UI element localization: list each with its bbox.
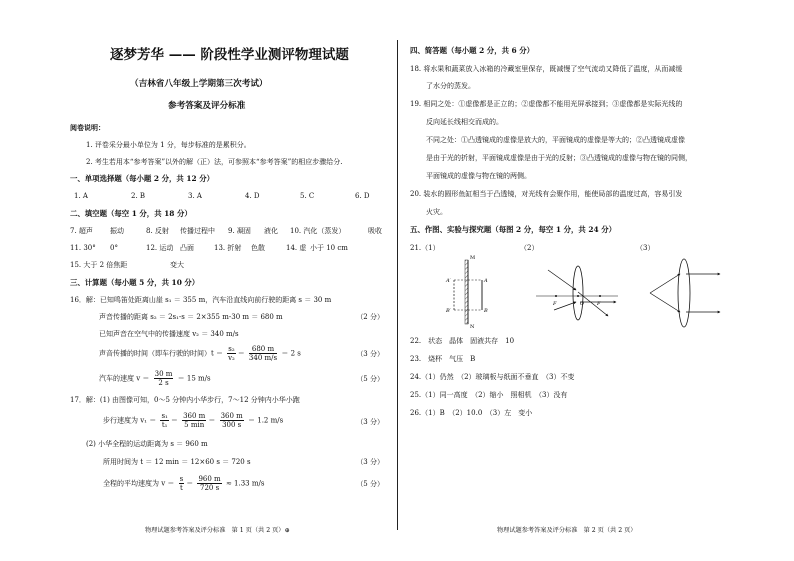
section-3-title: 三、计算题（每小题 5 分，共 10 分）	[70, 278, 200, 287]
notes-title: 阅卷说明：	[70, 123, 105, 132]
q17-line4: 所用时间为 t ＝ 12 min ＝ 12×60 s ＝ 720 s	[103, 458, 251, 466]
fill-15b: 变大	[170, 261, 184, 269]
q16-time-result: ＝ 2 s	[281, 349, 301, 358]
q17-points-2: （3 分）	[356, 458, 384, 466]
q20-line2: 火灾。	[426, 208, 447, 216]
q17-line3: (2) 小华全程的运动距离为 s ＝ 960 m	[86, 440, 208, 448]
label-a-prime: A′	[446, 278, 451, 284]
answer-23: 23. 烧杯 气压 B	[410, 355, 476, 363]
q16-line3: 已知声音在空气中的传播速度 v₂ ＝ 340 m/s	[99, 330, 239, 338]
q16-points-2: （3 分）	[356, 350, 384, 358]
q16-fraction-values: $\frac{680 m}{340 m/s}$	[248, 345, 278, 363]
q17-walk-fraction-symbolic: $\frac{\text{s₁}}{\text{t₁}}$	[161, 412, 168, 430]
mc-answer-4: 4. D	[245, 192, 260, 200]
q16-speed-label: 汽车的速度 v ＝	[99, 374, 150, 383]
label-f-left: F	[553, 301, 557, 307]
q17-walk-result: ＝ 1.2 m/s	[248, 416, 284, 425]
fill-10b: 吸收	[368, 227, 382, 235]
q17-points-1: （3 分）	[356, 418, 384, 426]
q20-line1: 20. 装水的圆形鱼缸相当于凸透镜，对光线有会聚作用，能使局部的温度过高，容易引发	[410, 190, 683, 198]
answer-24: 24.（1）仍然 （2）玻璃板与纸面不垂直 （3）不变	[410, 373, 575, 381]
fill-13a: 13. 折射	[214, 244, 242, 252]
q21-plane-mirror-diagram	[444, 252, 506, 328]
q17-line5: 全程的平均速度为 v ＝ $\frac{s}{t}$ ＝ $\frac{960 m}{720 s}$ ≈ 1.33 m/s	[103, 475, 265, 493]
q16-line4: 声音传播的时间（即车行驶的时间）t ＝ $\frac{\text{s₂}}{\text{v₂}}$ ＝ $\frac{680 m}{340 m/s}$ ＝ 2 s	[99, 345, 301, 363]
mc-answer-2: 2. B	[131, 192, 146, 200]
fill-14a: 14. 虚	[286, 244, 307, 252]
q18-line2: 了水分的蒸发。	[426, 82, 475, 90]
focus-right-dot	[599, 295, 601, 297]
q17-line2: 步行速度为 v₁ ＝ $\frac{\text{s₁}}{\text{t₁}}$ ＝ $\frac{360 m}{5 \min}$ ＝ $\frac{360 m}{300 s}$ ＝ 1.2 m/s	[103, 412, 284, 430]
q17-avg-fraction-symbolic: $\frac{s}{t}$	[179, 475, 184, 493]
mirror-hatching	[465, 260, 468, 324]
mc-answer-5: 5. C	[300, 192, 315, 200]
optical-center-dot	[577, 295, 579, 297]
page-divider	[397, 40, 398, 530]
section-4-title: 四、简答题（每小题 2 分，共 6 分）	[410, 46, 535, 55]
label-m: M	[470, 255, 476, 261]
q17-walk-fraction-min: $\frac{360 m}{5 \min}$	[183, 412, 206, 430]
q19-line1: 19. 相同之处：①虚像都是正立的；②虚像都不能用光屏承接到；③虚像都是实际光线的	[410, 100, 683, 108]
note-2: 2. 考生若用本“参考答案”以外的解（正）法，可参照本“参考答案”的相应步骤给分.	[86, 158, 343, 166]
ray-3-upper-in	[650, 274, 680, 293]
label-o: O	[580, 301, 585, 307]
incident-ray-1	[548, 270, 576, 290]
fill-11b: 0°	[110, 244, 118, 252]
label-b: B	[484, 308, 488, 314]
q21-lens-ray-diagram-3	[646, 256, 722, 330]
answer-heading: 参考答案及评分标准	[168, 101, 246, 111]
incident-ray-2	[554, 302, 576, 310]
page-title: 逐梦芳华 —— 阶段性学业测评物理试题	[110, 47, 349, 63]
q17-walk-label: 步行速度为 v₁ ＝	[103, 416, 157, 425]
label-f-right: F	[597, 301, 601, 307]
ray-3-lower-in	[650, 293, 680, 312]
fill-9b: 液化	[264, 227, 278, 235]
q19-line4: 是由于光的折射，平面镜成虚像是由于光的反射；③凸透镜成的虚像与物在镜的同侧，	[426, 154, 692, 162]
q18-line1: 18. 将水果和蔬菜放入冰箱的冷藏室里保存，既减慢了空气流动又降低了温度，从而减缓	[410, 65, 683, 73]
q19-line3: 不同之处：①凸透镜成的虚像是放大的，平面镜成的虚像是等大的；②凸透镜成虚像	[426, 136, 685, 144]
fill-9a: 9. 凝固	[228, 227, 251, 235]
fill-14b: 小于 10 cm	[310, 244, 348, 252]
q21-part1-label: 21.（1）	[410, 244, 440, 252]
section-2-title: 二、填空题（每空 1 分，共 18 分）	[70, 209, 192, 218]
page-subtitle: （吉林省八年级上学期第三次考试）	[130, 79, 268, 89]
q17-points-3: （5 分）	[356, 480, 384, 488]
q16-speed-result: ＝ 15 m/s	[177, 374, 211, 383]
label-a: A	[484, 278, 488, 284]
q16-points-3: （5 分）	[356, 375, 384, 383]
q17-line1: 17．解：(1) 由图像可知，0～5 分钟内小华步行，7～12 分钟内小华小跑	[70, 396, 300, 404]
section-5-title: 五、作图、实验与探究题（每图 2 分，每空 1 分，共 24 分）	[410, 225, 616, 234]
q17-avg-label: 全程的平均速度为 v ＝	[103, 479, 175, 488]
q17-avg-result: ≈ 1.33 m/s	[225, 479, 265, 488]
answer-25: 25.（1）同一高度 （2）缩小 照相机 （3）没有	[410, 391, 568, 399]
page-2-footer: 物理试题参考答案及评分标准 第 2 页（共 2 页）	[497, 527, 637, 534]
convex-lens	[573, 266, 583, 320]
q17-avg-fraction-values: $\frac{960 m}{720 s}$	[198, 475, 221, 493]
mc-answer-1: 1. A	[74, 192, 88, 200]
q16-points-1: （2 分）	[356, 313, 384, 321]
label-n: N	[470, 324, 475, 328]
q16-line5	[99, 370, 211, 387]
q16-line2: 声音传播的距离 s₂ ＝ 2s₁-s ＝ 2×355 m-30 m ＝ 680 m	[99, 313, 283, 321]
note-1: 1. 评卷采分最小单位为 1 分，每步标准的是累积分。	[86, 141, 251, 149]
fill-13b: 色散	[251, 244, 265, 252]
section-1-title: 一、单项选择题（每小题 2 分，共 12 分）	[70, 174, 214, 183]
q21-convex-lens-diagram	[534, 262, 620, 324]
focus-left-dot	[555, 295, 557, 297]
q19-line5: 平面镜成的虚像与物在镜的两侧。	[426, 172, 531, 180]
fill-10a: 10. 汽化（蒸发）	[290, 227, 346, 235]
fill-12a: 12. 运动	[146, 244, 174, 252]
q17-walk-fraction-sec: $\frac{360 m}{300 s}$	[220, 412, 243, 430]
q16-fraction-symbolic: $\frac{\text{s₂}}{\text{v₂}}$	[228, 345, 235, 363]
answer-26: 26.（1）B （2）10.0 （3）左 变小	[410, 409, 533, 417]
fill-15a: 15. 大于 2 倍焦距	[70, 261, 128, 269]
fill-7a: 7. 超声	[70, 227, 93, 235]
fill-8a: 8. 反射	[146, 227, 169, 235]
label-b-prime: B′	[446, 308, 451, 314]
fill-7b: 振动	[110, 227, 124, 235]
fill-12b: 凸面	[180, 244, 194, 252]
q21-part2-label: （2）	[520, 244, 539, 252]
mc-answer-6: 6. D	[355, 192, 370, 200]
q21-part3-label: （3）	[636, 244, 655, 252]
answer-22: 22. 状态 晶体 固液共存 10	[410, 337, 515, 345]
q16-line1: 16．解：已知鸣笛处距离山崖 s₁ ＝ 355 m，汽车沿直线向前行驶的距离 s ＝ 30 m	[70, 296, 332, 304]
lens-3	[678, 259, 690, 327]
q16-speed-fraction: $\frac{30 m}{2 s}$	[154, 370, 173, 388]
page-1-footer: 物理试题参考答案及评分标准 第 1 页（共 2 页）⊕	[145, 527, 290, 534]
q16-time-label: 声音传播的时间（即车行驶的时间）t ＝	[99, 349, 224, 358]
fill-8b: 传播过程中	[180, 227, 215, 235]
mc-answer-3: 3. A	[188, 192, 202, 200]
fill-11a: 11. 30°	[70, 244, 96, 252]
q19-line2: 反向延长线相交而成的。	[426, 118, 503, 126]
